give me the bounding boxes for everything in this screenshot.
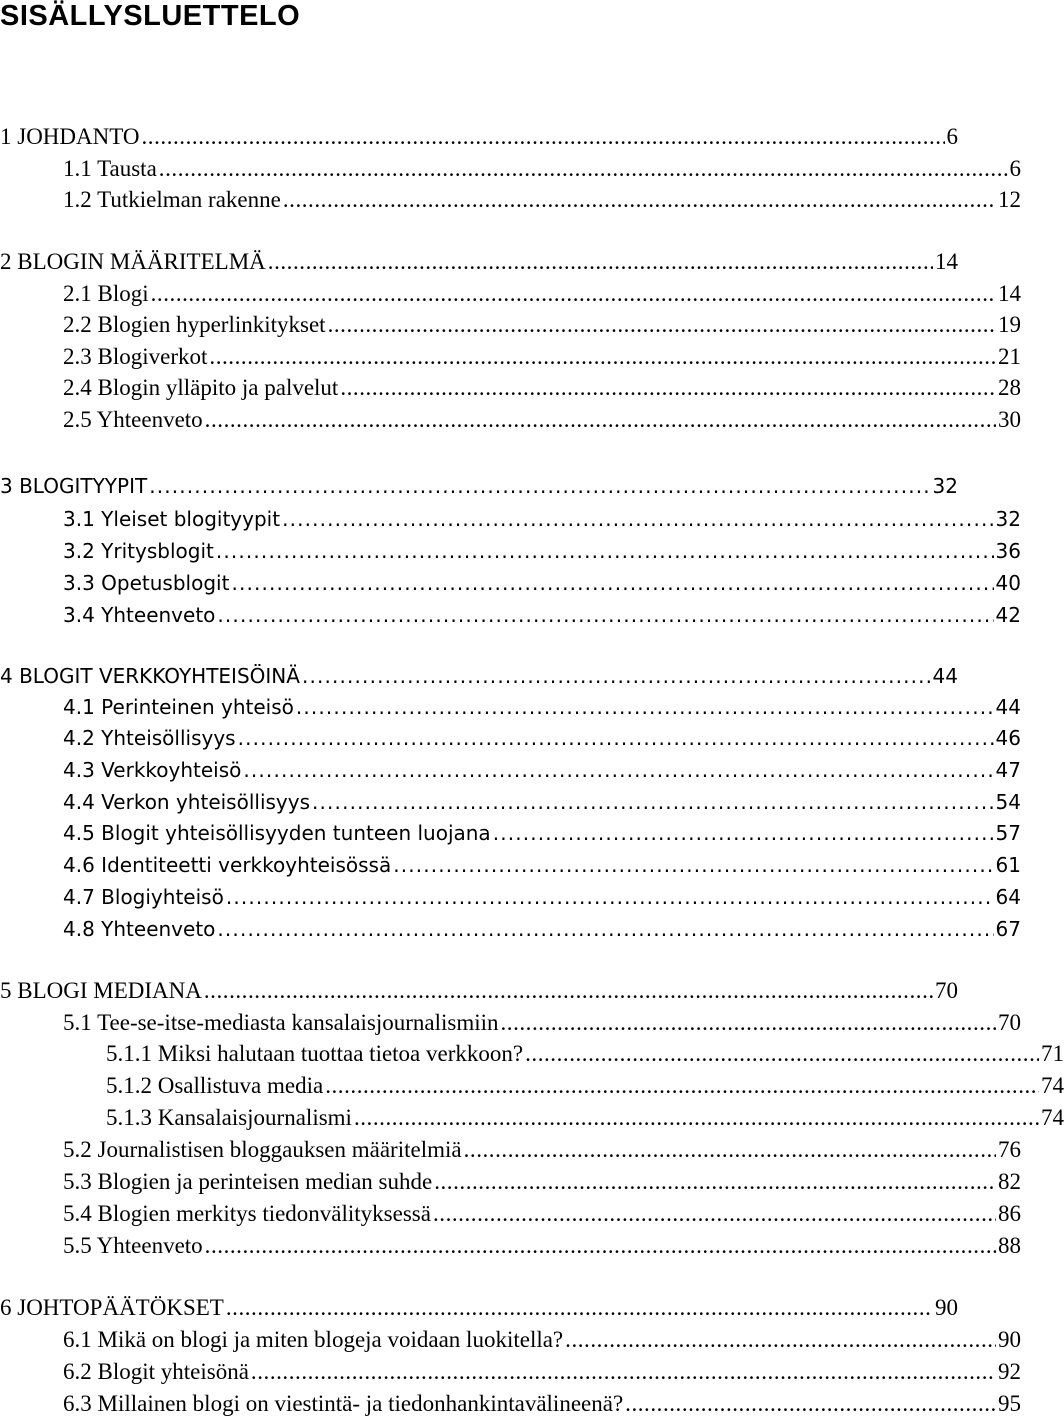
toc-entry[interactable] [0, 913, 1021, 945]
toc-leader-dots [204, 975, 933, 1007]
toc-entry-page: 71 [1041, 1041, 1064, 1066]
toc-entry[interactable] [0, 1324, 1021, 1356]
toc-entry-label: 5.1.1 Miksi halutaan tuottaa tietoa verkkoon? [106, 1041, 524, 1066]
toc-entry-label: 5.1 Tee-se-itse-mediasta kansalaisjournalismiin [63, 1010, 499, 1035]
toc-entry[interactable] [0, 1356, 1021, 1388]
toc-entry-page: 90 [998, 1327, 1021, 1352]
toc-entry-page: 61 [995, 853, 1021, 877]
toc-entry-label: 2.1 Blogi [63, 281, 149, 306]
toc-entry-label: 3 BLOGITYYPIT [0, 474, 148, 498]
toc-entry-page: 14 [998, 281, 1021, 306]
toc-entry-label: 4.8 Yhteenveto [63, 917, 216, 941]
toc-entry-label: 2.2 Blogien hyperlinkitykset [63, 312, 326, 337]
toc-leader-dots [226, 881, 994, 913]
toc-entry-label: 4.2 Yhteisöllisyys [63, 726, 236, 750]
toc-entry-page: 6 [946, 124, 958, 149]
toc-entry[interactable] [0, 722, 1021, 754]
toc-leader-dots [217, 599, 993, 631]
toc-entry[interactable] [0, 1198, 1021, 1230]
toc-leader-dots [226, 1292, 933, 1324]
toc-entry-page: 44 [995, 695, 1021, 719]
toc-leader-dots [268, 246, 933, 278]
toc-entry[interactable] [0, 660, 958, 692]
toc-entry-page: 32 [995, 507, 1021, 531]
toc-entry-label: 6.1 Mikä on blogi ja miten blogeja voidaan luokitella? [63, 1327, 564, 1352]
toc-entry-label: 2.5 Yhteenveto [63, 407, 203, 432]
toc-entry-page: 40 [995, 571, 1021, 595]
toc-entry-page: 32 [932, 474, 958, 498]
toc-leader-dots [159, 153, 1008, 185]
toc-entry-label: 2.3 Blogiverkot [63, 344, 208, 369]
toc-entry[interactable] [0, 246, 958, 278]
toc-entry[interactable] [0, 1388, 1021, 1420]
toc-entry[interactable] [0, 1007, 1021, 1039]
toc-entry-label: 4 BLOGIT VERKKOYHTEISÖINÄ [0, 664, 300, 688]
toc-entry-label: 2 BLOGIN MÄÄRITELMÄ [0, 249, 266, 274]
toc-entry[interactable] [0, 470, 958, 502]
toc-entry-page: 92 [998, 1359, 1021, 1384]
toc-entry-page: 46 [995, 726, 1021, 750]
toc-entry-label: 1.2 Tutkielman rakenne [63, 187, 281, 212]
toc-leader-dots [328, 309, 996, 341]
toc-entry[interactable] [0, 691, 1021, 723]
toc-entry[interactable] [0, 881, 1021, 913]
toc-entry-page: 88 [998, 1233, 1021, 1258]
toc-entry-label: 5.4 Blogien merkitys tiedonvälityksessä [63, 1201, 431, 1226]
toc-entry-label: 5.2 Journalistisen bloggauksen määritelmiä [63, 1137, 462, 1162]
toc-entry[interactable] [0, 599, 1021, 631]
toc-entry[interactable] [0, 754, 1021, 786]
toc-entry-page: 67 [995, 917, 1021, 941]
toc-entry[interactable] [0, 975, 958, 1007]
toc-entry-label: 1 JOHDANTO [0, 124, 140, 149]
toc-entry-label: 2.4 Blogin ylläpito ja palvelut [63, 375, 339, 400]
toc-entry-page: 82 [998, 1169, 1021, 1194]
toc-entry-label: 3.2 Yritysblogit [63, 539, 214, 563]
toc-entry[interactable] [0, 372, 1021, 404]
toc-entry[interactable] [0, 1230, 1021, 1262]
toc-entry-label: 5.1.3 Kansalaisjournalismi [106, 1105, 352, 1130]
toc-entry-page: 47 [995, 758, 1021, 782]
toc-leader-dots [209, 341, 996, 373]
toc-entry[interactable] [0, 1038, 1064, 1070]
toc-leader-dots [312, 786, 994, 818]
toc-leader-dots [565, 1324, 996, 1356]
toc-leader-dots [302, 660, 931, 692]
toc-leader-dots [493, 817, 994, 849]
toc-entry-label: 1.1 Tausta [63, 156, 157, 181]
toc-entry-label: 6.3 Millainen blogi on viestintä- ja tiedonhankintavälineenä? [63, 1391, 624, 1416]
toc-leader-dots [243, 754, 993, 786]
toc-entry-page: 14 [935, 249, 958, 274]
toc-entry-label: 3.1 Yleiset blogityypit [63, 507, 281, 531]
toc-leader-dots [354, 1102, 1039, 1134]
toc-entry[interactable] [0, 849, 1021, 881]
toc-entry[interactable] [0, 309, 1021, 341]
toc-entry[interactable] [0, 503, 1021, 535]
toc-entry[interactable] [0, 1102, 1064, 1134]
toc-leader-dots [296, 691, 994, 723]
toc-entry-label: 5 BLOGI MEDIANA [0, 978, 202, 1003]
toc-entry-page: 30 [998, 407, 1021, 432]
toc-entry[interactable] [0, 1134, 1021, 1166]
toc-entry[interactable] [0, 1070, 1064, 1102]
toc-entry[interactable] [0, 184, 1021, 216]
toc-entry-page: 36 [995, 539, 1021, 563]
toc-entry-page: 64 [995, 885, 1021, 909]
toc-entry[interactable] [0, 535, 1021, 567]
toc-entry-label: 4.3 Verkkoyhteisö [63, 758, 242, 782]
toc-entry-page: 19 [998, 312, 1021, 337]
toc-leader-dots [216, 535, 994, 567]
toc-entry-page: 70 [935, 978, 958, 1003]
toc-entry-label: 3.4 Yhteenveto [63, 603, 216, 627]
toc-leader-dots [238, 722, 994, 754]
toc-entry-label: 4.1 Perinteinen yhteisö [63, 695, 294, 719]
toc-leader-dots [151, 278, 996, 310]
toc-entry-page: 44 [932, 664, 958, 688]
toc-leader-dots [205, 1230, 996, 1262]
toc-leader-dots [283, 184, 996, 216]
toc-entry-label: 6 JOHTOPÄÄTÖKSET [0, 1295, 224, 1320]
toc-entry-label: 4.7 Blogiyhteisö [63, 885, 224, 909]
toc-entry[interactable] [0, 1292, 958, 1324]
toc-entry-label: 5.5 Yhteenveto [63, 1233, 203, 1258]
toc-leader-dots [525, 1038, 1039, 1070]
toc-entry-page: 90 [935, 1295, 958, 1320]
toc-entry-page: 21 [998, 344, 1021, 369]
toc-entry-page: 86 [998, 1201, 1021, 1226]
toc-entry-label: 5.1.2 Osallistuva media [106, 1073, 324, 1098]
toc-leader-dots [464, 1134, 996, 1166]
toc-leader-dots [231, 567, 993, 599]
toc-entry-page: 74 [1041, 1073, 1064, 1098]
toc-entry[interactable] [0, 817, 1021, 849]
toc-entry-page: 95 [998, 1391, 1021, 1416]
toc-entry-label: 5.3 Blogien ja perinteisen median suhde [63, 1169, 433, 1194]
toc-leader-dots [217, 913, 993, 945]
toc-entry-page: 57 [995, 821, 1021, 845]
toc-entry-page: 28 [998, 375, 1021, 400]
toc-entry-page: 6 [1009, 156, 1021, 181]
toc-entry-page: 74 [1041, 1105, 1064, 1130]
toc-leader-dots [393, 849, 993, 881]
toc-leader-dots [433, 1198, 996, 1230]
toc-entry[interactable] [0, 1166, 1021, 1198]
toc-leader-dots [142, 121, 945, 153]
toc-entry-label: 3.3 Opetusblogit [63, 571, 230, 595]
toc-leader-dots [325, 1070, 1039, 1102]
toc-entry[interactable] [0, 278, 1021, 310]
toc-entry-label: 4.4 Verkon yhteisöllisyys [63, 790, 311, 814]
toc-entry-page: 76 [998, 1137, 1021, 1162]
toc-leader-dots [149, 470, 930, 502]
toc-entry-label: 6.2 Blogit yhteisönä [63, 1359, 249, 1384]
page-title: SISÄLLYSLUETTELO [0, 0, 301, 32]
toc-entry-page: 70 [998, 1010, 1021, 1035]
toc-entry[interactable] [0, 786, 1021, 818]
toc-entry-page: 42 [995, 603, 1021, 627]
toc-leader-dots [434, 1166, 996, 1198]
toc-leader-dots [205, 404, 996, 436]
toc-entry[interactable] [0, 404, 1021, 436]
toc-entry[interactable] [0, 153, 1021, 185]
toc-leader-dots [251, 1356, 996, 1388]
toc-entry-page: 12 [998, 187, 1021, 212]
toc-entry-label: 4.6 Identiteetti verkkoyhteisössä [63, 853, 392, 877]
toc-entry[interactable] [0, 121, 958, 153]
toc-entry[interactable] [0, 567, 1021, 599]
toc-entry-page: 54 [995, 790, 1021, 814]
toc-entry[interactable] [0, 341, 1021, 373]
toc-leader-dots [500, 1007, 996, 1039]
toc-entry-label: 4.5 Blogit yhteisöllisyyden tunteen luojana [63, 821, 491, 845]
toc-leader-dots [625, 1388, 996, 1420]
toc-leader-dots [282, 503, 993, 535]
toc-leader-dots [340, 372, 996, 404]
